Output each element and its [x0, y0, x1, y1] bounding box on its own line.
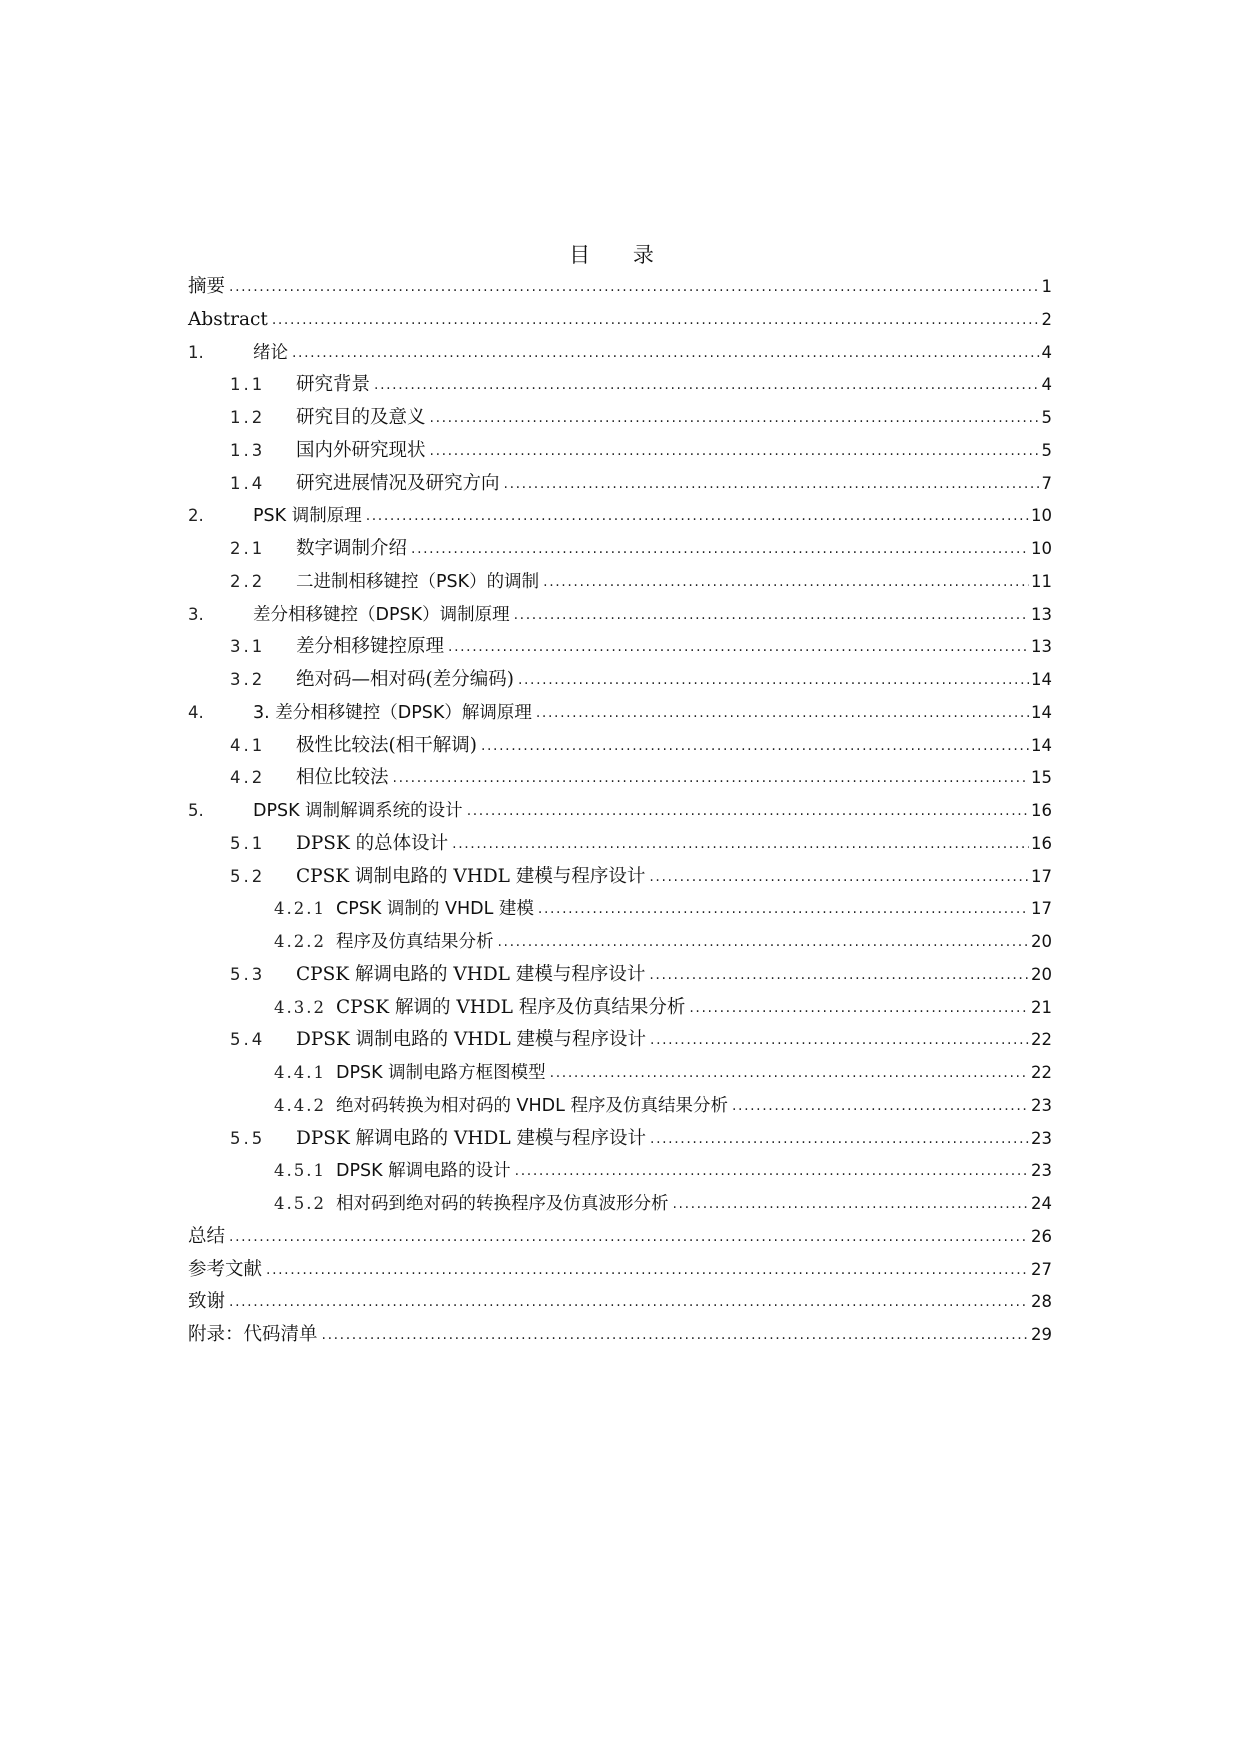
toc-page-number: 27 [1031, 1259, 1052, 1279]
dot-leader [467, 795, 1029, 828]
toc-entry[interactable] [188, 1090, 1052, 1123]
toc-entry-label: DPSK 解调电路的设计 [335, 1161, 511, 1182]
dot-leader [366, 500, 1029, 533]
toc-entry-number: 5.5 [230, 1128, 266, 1148]
dot-leader [292, 337, 1040, 370]
toc-entry-label: 程序及仿真结果分析 [335, 932, 494, 952]
toc-page-number: 28 [1031, 1292, 1052, 1312]
toc-entry-label: 差分相移键控原理 [296, 636, 445, 658]
toc-entry-label: DPSK 解调电路的 VHDL 建模与程序设计 [296, 1127, 647, 1149]
toc-entry[interactable] [188, 1188, 1052, 1221]
toc-page-number: 5 [1041, 440, 1052, 460]
dot-leader [689, 992, 1029, 1025]
dot-leader [393, 762, 1029, 795]
toc-entry[interactable] [188, 435, 1052, 468]
toc-entry-number: 5. [188, 801, 204, 820]
toc-entry[interactable] [188, 631, 1052, 664]
toc-entry-label: 总结 [188, 1225, 226, 1247]
dot-leader [649, 861, 1029, 894]
dot-leader [515, 1155, 1029, 1188]
toc-entry-label: CPSK 解调电路的 VHDL 建模与程序设计 [296, 963, 646, 985]
toc-entry[interactable] [188, 337, 1052, 370]
toc-entry-number: 4.5.2 [274, 1194, 326, 1213]
toc-entry-label: 国内外研究现状 [296, 439, 426, 461]
toc-entry[interactable] [188, 1221, 1052, 1254]
toc-entry[interactable] [188, 1024, 1052, 1057]
toc-entry[interactable] [188, 599, 1052, 632]
toc-entry-number: 4.5.1 [274, 1161, 326, 1181]
toc-entry[interactable] [188, 468, 1052, 501]
dot-leader [272, 304, 1040, 337]
dot-leader [430, 402, 1040, 435]
toc-entry[interactable] [188, 1155, 1052, 1188]
toc-entry-label: 差分相移键控（DPSK）调制原理 [253, 604, 510, 625]
toc-entry-number: 3.2 [230, 670, 266, 689]
dot-leader [430, 435, 1040, 468]
toc-page-number: 23 [1031, 1128, 1052, 1148]
toc-entry[interactable] [188, 533, 1052, 566]
toc-entry-label: CPSK 解调的 VHDL 程序及仿真结果分析 [335, 996, 686, 1018]
toc-page-number: 17 [1031, 899, 1052, 919]
toc-page-number: 14 [1031, 702, 1052, 722]
toc-entry-label: 研究进展情况及研究方向 [296, 472, 500, 494]
toc-page-number: 11 [1031, 571, 1052, 591]
toc-entry-label: 极性比较法(相干解调) [296, 734, 477, 756]
toc-entry-number: 2.1 [230, 539, 266, 558]
toc-entry[interactable] [188, 304, 1052, 337]
toc-entry[interactable] [188, 992, 1052, 1025]
dot-leader [481, 730, 1029, 763]
toc-title: 目 录 [569, 243, 672, 267]
toc-entry[interactable] [188, 402, 1052, 435]
toc-page-number: 14 [1031, 670, 1052, 689]
dot-leader [518, 664, 1029, 697]
toc-entry-number: 5.3 [230, 964, 266, 984]
toc-page-number: 1 [1041, 277, 1052, 296]
toc-page-number: 2 [1041, 309, 1052, 329]
toc-entry-number: 4.2.1 [274, 899, 326, 919]
toc-entry-label: 研究目的及意义 [296, 407, 426, 428]
toc-entry[interactable] [188, 500, 1052, 533]
toc-page-number: 10 [1031, 539, 1052, 558]
toc-page-number: 22 [1031, 1063, 1052, 1082]
dot-leader [538, 893, 1029, 926]
toc-page-number: 29 [1031, 1325, 1052, 1344]
toc-page-number: 13 [1031, 637, 1052, 657]
toc-entry-number: 1. [188, 342, 204, 362]
toc-page-number: 22 [1031, 1030, 1052, 1050]
toc-entry-number: 4.4.1 [274, 1063, 326, 1082]
dot-leader [650, 1123, 1029, 1156]
toc-entry[interactable] [188, 1057, 1052, 1090]
toc-page-number: 23 [1031, 1095, 1052, 1115]
toc-entry[interactable] [188, 664, 1052, 697]
dot-leader [543, 566, 1029, 599]
toc-entry-number: 5.1 [230, 833, 266, 853]
toc-entry-label: CPSK 调制电路的 VHDL 建模与程序设计 [296, 865, 646, 887]
dot-leader [550, 1057, 1029, 1090]
toc-page-number: 21 [1031, 997, 1052, 1017]
toc-entry-number: 4.4.2 [274, 1095, 326, 1115]
toc-page-number: 7 [1041, 473, 1052, 493]
toc-entry-label: 摘要 [188, 276, 226, 297]
toc-entry-number: 5.2 [230, 866, 266, 886]
toc-entry-label: CPSK 调制的 VHDL 建模 [335, 899, 534, 920]
toc-entry-label: Abstract [188, 308, 268, 330]
toc-entry[interactable] [188, 926, 1052, 959]
toc-page-number: 17 [1031, 866, 1052, 886]
toc-entry-label: DPSK 调制电路方框图模型 [335, 1063, 546, 1083]
toc-entry-label: PSK 调制原理 [253, 506, 362, 527]
toc-entry-label: 附录：代码清单 [188, 1324, 318, 1345]
toc-entry[interactable] [188, 566, 1052, 599]
dot-leader [448, 631, 1029, 664]
toc-entry-label: 研究背景 [296, 374, 371, 396]
toc-entry-number: 1.2 [230, 408, 266, 427]
toc-entry-label: 绝对码转换为相对码的 VHDL 程序及仿真结果分析 [335, 1095, 728, 1116]
dot-leader [374, 369, 1039, 402]
toc-entry[interactable] [188, 959, 1052, 992]
toc-page-number: 14 [1031, 735, 1052, 755]
toc-entry-number: 2.2 [230, 571, 266, 591]
toc-entry[interactable] [188, 795, 1052, 828]
toc-entry-number: 4.2 [230, 768, 266, 788]
dot-leader [229, 1221, 1029, 1254]
dot-leader [650, 1024, 1029, 1057]
toc-entry[interactable] [188, 762, 1052, 795]
toc-entry-label: 绝对码—相对码(差分编码) [296, 669, 514, 690]
toc-entry-label: 3. 差分相移键控（DPSK）解调原理 [253, 702, 532, 723]
toc-page-number: 15 [1031, 768, 1052, 788]
dot-leader [672, 1188, 1029, 1221]
toc-entry[interactable] [188, 1254, 1052, 1287]
toc-entry[interactable] [188, 730, 1052, 763]
toc-entry[interactable] [188, 861, 1052, 894]
toc-entry-label: 相对码到绝对码的转换程序及仿真波形分析 [335, 1194, 669, 1214]
dot-leader [504, 468, 1040, 501]
toc-entry-label: 致谢 [188, 1291, 226, 1313]
toc-entry-label: 数字调制介绍 [296, 538, 408, 559]
toc-entry-number: 3.1 [230, 637, 266, 657]
toc-entry-number: 5.4 [230, 1030, 266, 1050]
toc-entry-label: DPSK 调制解调系统的设计 [253, 801, 463, 821]
dot-leader [229, 271, 1039, 304]
toc-entry-label: 绪论 [253, 342, 288, 363]
toc-entry-number: 4.3.2 [274, 997, 326, 1017]
dot-leader [229, 1286, 1029, 1319]
toc-entry[interactable] [188, 369, 1052, 402]
dot-leader [649, 959, 1029, 992]
dot-leader [322, 1319, 1029, 1352]
toc-entry[interactable] [188, 1286, 1052, 1319]
toc-page-number: 20 [1031, 932, 1052, 951]
toc-page-number: 20 [1031, 964, 1052, 984]
toc-entry-number: 2. [188, 506, 204, 526]
dot-leader [411, 533, 1029, 566]
toc-entry[interactable] [188, 1319, 1052, 1352]
toc-page-number: 5 [1041, 408, 1052, 427]
toc-page-number: 23 [1031, 1161, 1052, 1181]
toc-entry-label: 二进制相移键控（PSK）的调制 [296, 571, 540, 592]
toc-page-number: 16 [1031, 833, 1052, 853]
toc-entry-label: DPSK 调制电路的 VHDL 建模与程序设计 [296, 1029, 647, 1051]
dot-leader [497, 926, 1029, 959]
toc-entry[interactable] [188, 697, 1052, 730]
toc-entry[interactable] [188, 271, 1052, 304]
dot-leader [514, 599, 1029, 632]
toc-entry-number: 4.1 [230, 735, 266, 755]
dot-leader [266, 1254, 1029, 1287]
toc-page-number: 10 [1031, 506, 1052, 526]
toc-entry-number: 3. [188, 604, 204, 624]
table-of-contents [188, 271, 1052, 1352]
toc-page-number: 13 [1031, 604, 1052, 624]
toc-entry[interactable] [188, 828, 1052, 861]
toc-entry-label: 参考文献 [188, 1258, 263, 1280]
toc-entry-number: 1.1 [230, 375, 266, 395]
toc-page-number: 4 [1041, 375, 1052, 395]
toc-page-number: 16 [1031, 801, 1052, 820]
toc-entry-label: DPSK 的总体设计 [296, 832, 449, 854]
dot-leader [536, 697, 1029, 730]
toc-entry-number: 1.4 [230, 473, 266, 493]
toc-page-number: 4 [1041, 342, 1052, 362]
toc-entry-number: 4.2.2 [274, 932, 326, 951]
toc-entry-label: 相位比较法 [296, 767, 389, 789]
toc-entry[interactable] [188, 893, 1052, 926]
toc-page-number: 24 [1031, 1194, 1052, 1213]
dot-leader [732, 1090, 1029, 1123]
toc-entry-number: 1.3 [230, 440, 266, 460]
toc-page-number: 26 [1031, 1226, 1052, 1246]
toc-entry[interactable] [188, 1123, 1052, 1156]
toc-entry-number: 4. [188, 702, 204, 722]
dot-leader [452, 828, 1029, 861]
